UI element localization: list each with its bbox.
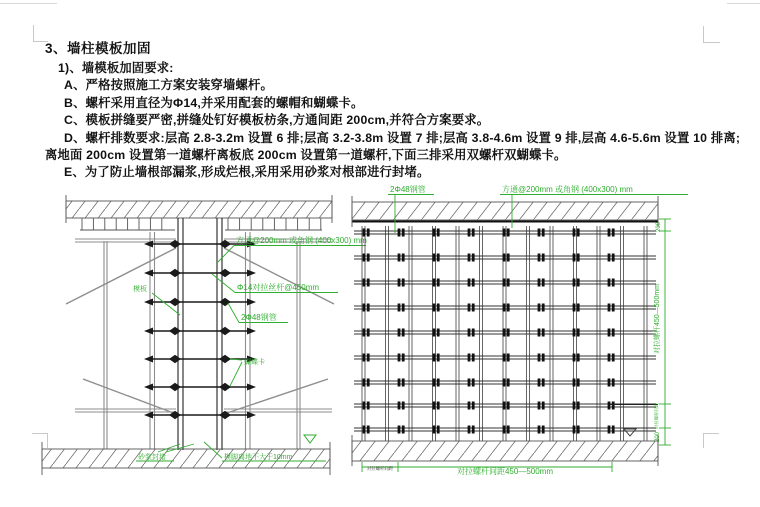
label-fangtong: 方通@200mm 或角钢 (400x300) mm xyxy=(502,185,633,194)
section-heading: 3、墙柱模板加固 xyxy=(45,41,152,56)
dim-bottom-small: 对拉螺杆间距 xyxy=(366,466,394,471)
dim-bottom-spacing: 对拉螺杆间距450—500mm xyxy=(456,467,554,476)
dim-bottom-200: 200 xyxy=(655,431,661,443)
label-formwork: 模板 xyxy=(133,286,147,293)
label-fangtong: 方通@200mm 或角钢 (400x300) mm xyxy=(236,236,367,245)
slab-joist-ticks xyxy=(82,219,321,231)
tie-rods-group xyxy=(144,240,256,419)
dim-side-spacing: 对拉螺杆450—500mm xyxy=(654,283,661,355)
vertical-steel-pipes xyxy=(104,232,300,449)
subsection-title: 1)、墙模板加固要求: xyxy=(58,61,174,75)
requirement-item-d: D、螺杆排数要求:层高 2.8-3.2m 设置 6 排;层高 3.2-3.8m 设置 7 排;层高 3.8-4.6m 设置 9 排,层高 4.6-5.6m 设置 10 排离;离地面 200cm 设置第一道螺杆离板底 200cm 设置第一道螺杆,下面三排采用双螺杆双蝴蝶卡。 xyxy=(45,130,741,163)
wall-formwork-section-diagram xyxy=(40,192,370,492)
label-tie-rod: Φ14对拉丝杆@450mm xyxy=(237,283,320,292)
top-slab xyxy=(66,195,332,230)
top-slab xyxy=(352,196,658,227)
green-annotations xyxy=(362,195,688,473)
table-border-fragment-left xyxy=(0,3,57,4)
ground-level-symbol xyxy=(624,429,636,436)
requirement-item-b: B、螺杆采用直径为Φ14,并采用配套的螺帽和蝴蝶卡。 xyxy=(64,95,364,110)
label-steel-pipe: 2Φ48钢管 xyxy=(390,185,426,194)
ground-level-symbol xyxy=(304,435,316,443)
label-butterfly-clamp: 蝴蝶卡 xyxy=(244,359,265,366)
bottom-floor xyxy=(352,435,658,466)
dim-side-small: 对拉螺杆间距 xyxy=(654,402,659,430)
requirement-item-e: E、为了防止墙根部漏浆,形成烂根,采用采用砂浆对根部进行封堵。 xyxy=(64,165,430,180)
requirement-item-c: C、模板拼缝要严密,拼缝处钉好模板枋条,方通间距 200cm,并符合方案要求。 xyxy=(64,113,490,128)
requirement-item-a: A、严格按照施工方案安装穿墙螺杆。 xyxy=(64,78,274,93)
dim-top-200: 200 xyxy=(656,221,662,233)
document-text-block xyxy=(45,37,745,182)
table-border-fragment-right xyxy=(727,3,760,4)
label-foot-gap: 模脚离地不大于10mm xyxy=(224,454,293,461)
annotations xyxy=(136,246,366,462)
formwork-elevation-diagram xyxy=(338,183,710,495)
label-mortar-seal: 砂浆封堵 xyxy=(138,454,166,461)
label-steel-pipe: 2Φ48钢管 xyxy=(241,313,277,322)
horizontal-walers xyxy=(75,239,332,412)
